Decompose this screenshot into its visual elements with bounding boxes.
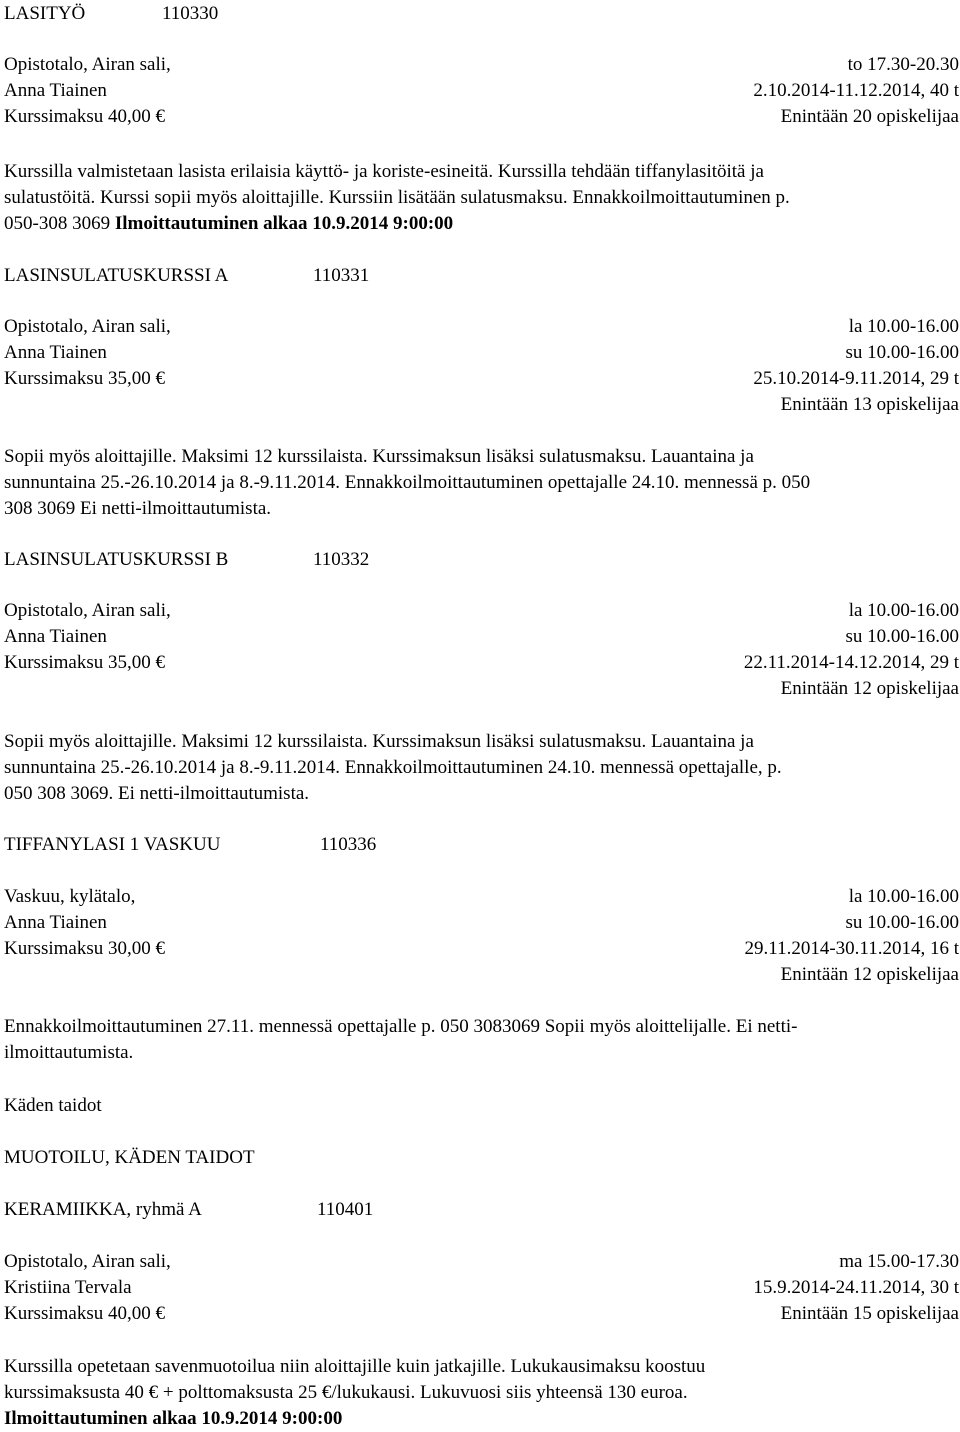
course-description [4, 444, 959, 522]
course-description [4, 1354, 959, 1432]
course-location: Opistotalo, Airan sali, [4, 1251, 171, 1272]
description-line: kurssimaksusta 40 € + polttomaksusta 25 €/lukukausi. Lukuvuosi siis yhteensä 130 euroa. [4, 1382, 688, 1403]
section-heading: Käden taidot [4, 1095, 102, 1116]
course-code: 110330 [162, 3, 219, 24]
course-code: 110331 [313, 265, 370, 286]
course-location: Opistotalo, Airan sali, [4, 316, 171, 337]
description-line: ilmoittautumista. [4, 1042, 134, 1063]
description-line: sulatustöitä. Kurssi sopii myös aloittajille. Kurssiin lisätään sulatusmaksu. Ennakkoilmoittautuminen p. [4, 187, 790, 208]
description-line [4, 211, 959, 237]
course-code: 110336 [320, 834, 377, 855]
course-schedule: su 10.00-16.00 [845, 912, 959, 933]
course-max: Enintään 13 opiskelijaa [780, 394, 959, 415]
course-location: Opistotalo, Airan sali, [4, 54, 171, 75]
course-title: TIFFANYLASI 1 VASKUU [4, 834, 221, 855]
description-line: 050 308 3069. Ei netti-ilmoittautumista. [4, 783, 310, 804]
registration-start: Ilmoittautuminen alkaa 10.9.2014 9:00:00 [114, 213, 454, 234]
course-title: KERAMIIKKA, ryhmä A [4, 1199, 202, 1220]
course-teacher: Anna Tiainen [4, 626, 107, 647]
description-line: Sopii myös aloittajille. Maksimi 12 kurssilaista. Kurssimaksun lisäksi sulatusmaksu. Lauantaina ja [4, 446, 754, 467]
course-dates: 25.10.2014-9.11.2014, 29 t [753, 368, 959, 389]
course-location: Vaskuu, kylätalo, [4, 886, 136, 907]
course-title: LASITYÖ [4, 3, 86, 24]
description-line: sunnuntaina 25.-26.10.2014 ja 8.-9.11.2014. Ennakkoilmoittautuminen 24.10. mennessä opettajalle, p. [4, 757, 782, 778]
course-teacher: Kristiina Tervala [4, 1277, 132, 1298]
course-schedule: la 10.00-16.00 [848, 600, 959, 621]
course-fee: Kurssimaksu 35,00 € [4, 652, 165, 673]
course-dates: 22.11.2014-14.12.2014, 29 t [743, 652, 959, 673]
course-schedule: ma 15.00-17.30 [839, 1251, 959, 1272]
course-max: Enintään 20 opiskelijaa [780, 106, 959, 127]
course-fee: Kurssimaksu 30,00 € [4, 938, 165, 959]
course-fee: Kurssimaksu 35,00 € [4, 368, 165, 389]
description-line: Ennakkoilmoittautuminen 27.11. mennessä opettajalle p. 050 3083069 Sopii myös aloittelijalle. Ei netti- [4, 1016, 798, 1037]
description-line: Kurssilla opetetaan savenmuotoilua niin aloittajille kuin jatkajille. Lukukausimaksu koostuu [4, 1356, 706, 1377]
description-line: sunnuntaina 25.-26.10.2014 ja 8.-9.11.2014. Ennakkoilmoittautuminen opettajalle 24.10. mennessä p. 050 [4, 472, 811, 493]
description-text: 050-308 3069 [4, 213, 115, 234]
course-schedule: to 17.30-20.30 [847, 54, 959, 75]
course-max: Enintään 12 opiskelijaa [780, 678, 959, 699]
course-title: LASINSULATUSKURSSI A [4, 265, 229, 286]
registration-start: Ilmoittautuminen alkaa 10.9.2014 9:00:00 [4, 1408, 343, 1429]
description-line: Sopii myös aloittajille. Maksimi 12 kurssilaista. Kurssimaksun lisäksi sulatusmaksu. Lauantaina ja [4, 731, 754, 752]
course-dates: 2.10.2014-11.12.2014, 40 t [753, 80, 959, 101]
course-dates: 29.11.2014-30.11.2014, 16 t [744, 938, 959, 959]
description-line: Kurssilla valmistetaan lasista erilaisia käyttö- ja koriste-esineitä. Kurssilla tehdään tiffanylasitöitä ja [4, 161, 764, 182]
course-location: Opistotalo, Airan sali, [4, 600, 171, 621]
course-title: LASINSULATUSKURSSI B [4, 549, 229, 570]
section-heading: MUOTOILU, KÄDEN TAIDOT [4, 1147, 255, 1168]
description-line: 308 3069 Ei netti-ilmoittautumista. [4, 498, 272, 519]
course-teacher: Anna Tiainen [4, 912, 107, 933]
course-code: 110401 [317, 1199, 374, 1220]
course-teacher: Anna Tiainen [4, 80, 107, 101]
course-description [4, 1014, 959, 1066]
course-schedule: la 10.00-16.00 [848, 316, 959, 337]
course-description [4, 729, 959, 807]
course-dates: 15.9.2014-24.11.2014, 30 t [753, 1277, 959, 1298]
course-teacher: Anna Tiainen [4, 342, 107, 363]
course-fee: Kurssimaksu 40,00 € [4, 106, 165, 127]
course-max: Enintään 15 opiskelijaa [780, 1303, 959, 1324]
course-schedule: su 10.00-16.00 [845, 342, 959, 363]
course-fee: Kurssimaksu 40,00 € [4, 1303, 165, 1324]
course-schedule: la 10.00-16.00 [848, 886, 959, 907]
course-max: Enintään 12 opiskelijaa [780, 964, 959, 985]
course-code: 110332 [313, 549, 370, 570]
course-schedule: su 10.00-16.00 [845, 626, 959, 647]
course-description [4, 159, 959, 237]
